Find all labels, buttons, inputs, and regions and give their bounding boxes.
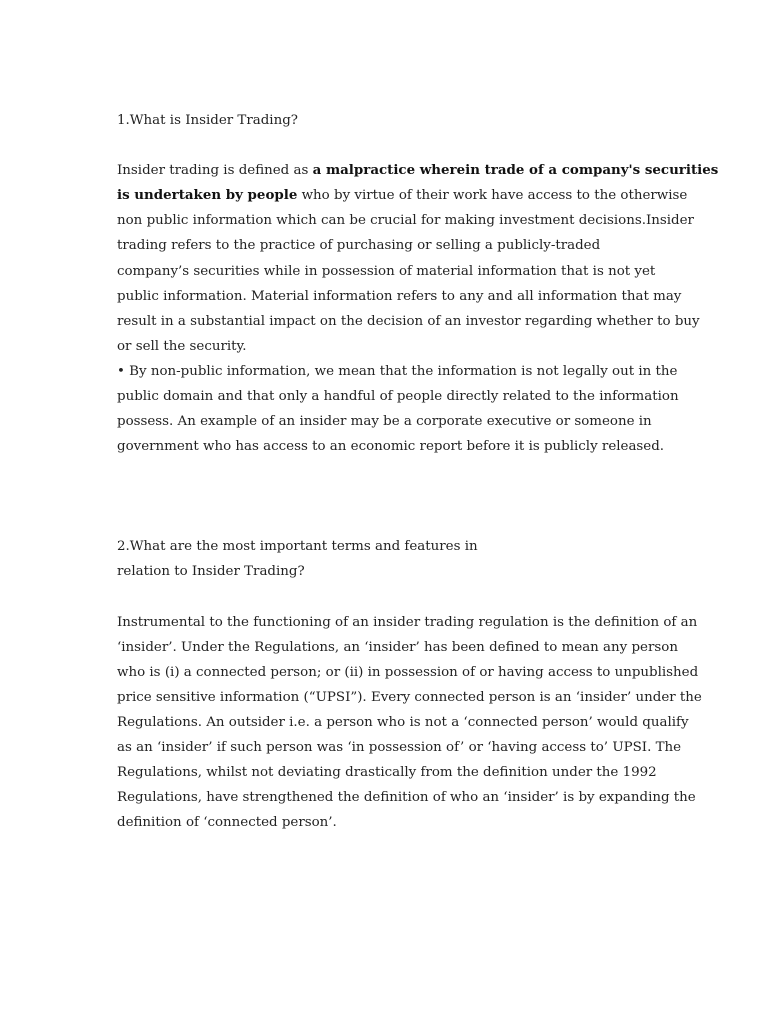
- paragraph-line: government who has access to an economic report before it is publicly released.: [117, 439, 665, 455]
- paragraph-line: who is (i) a connected person; or (ii) in possession of or having access to unpublished: [117, 664, 699, 680]
- paragraph-line: Instrumental to the functioning of an insider trading regulation is the definition of an: [117, 614, 698, 630]
- document-page: [117, 108, 719, 835]
- paragraph-line: trading refers to the practice of purchasing or selling a publicly-traded: [117, 238, 601, 254]
- paragraph-line: Regulations, have strengthened the definition of who an ‘insider’ is by expanding the: [117, 790, 696, 806]
- paragraph-line: or sell the security.: [117, 338, 247, 354]
- bold-text-run: is undertaken by people: [117, 187, 298, 204]
- paragraph-line: ‘insider’. Under the Regulations, an ‘insider’ has been defined to mean any person: [117, 639, 678, 655]
- spacer: [117, 585, 657, 610]
- text-run: who by virtue of their work have access to the otherwise: [297, 188, 688, 204]
- text-run: Insider trading is defined as: [117, 163, 313, 179]
- spacer: [117, 133, 657, 158]
- paragraph-line: Regulations, whilst not deviating drastically from the definition under the 1992: [117, 765, 657, 781]
- section-2-heading-line-2: relation to Insider Trading?: [117, 564, 305, 580]
- section-1-paragraph-2: [117, 359, 679, 459]
- paragraph-line: non public information which can be crucial for making investment decisions.Insider: [117, 213, 694, 229]
- paragraph-line: definition of ‘connected person’.: [117, 815, 337, 831]
- section-2-paragraph-1: [117, 610, 702, 836]
- paragraph-line: [117, 158, 719, 183]
- section-2-heading-line-1: 2.What are the most important terms and features in: [117, 539, 478, 555]
- section-1-paragraph-1: [117, 158, 719, 359]
- paragraph-line: public domain and that only a handful of people directly related to the information: [117, 389, 679, 405]
- paragraph-line: possess. An example of an insider may be a corporate executive or someone in: [117, 414, 652, 430]
- paragraph-line: as an ‘insider’ if such person was ‘in possession of’ or ‘having access to’ UPSI. The: [117, 740, 682, 756]
- paragraph-line: [117, 183, 688, 208]
- paragraph-line: price sensitive information (“UPSI”). Every connected person is an ‘insider’ under the: [117, 689, 702, 705]
- paragraph-line: • By non-public information, we mean that the information is not legally out in the: [117, 363, 678, 379]
- bold-text-run: a malpractice wherein trade of a company's securities: [312, 162, 719, 179]
- paragraph-line: company’s securities while in possession of material information that is not yet: [117, 263, 656, 279]
- spacer: [117, 459, 657, 534]
- section-1-heading: 1.What is Insider Trading?: [117, 113, 298, 128]
- paragraph-line: Regulations. An outsider i.e. a person who is not a ‘connected person’ would qualify: [117, 714, 689, 730]
- paragraph-line: result in a substantial impact on the decision of an investor regarding whether to buy: [117, 313, 700, 329]
- paragraph-line: public information. Material information refers to any and all information that may: [117, 288, 682, 304]
